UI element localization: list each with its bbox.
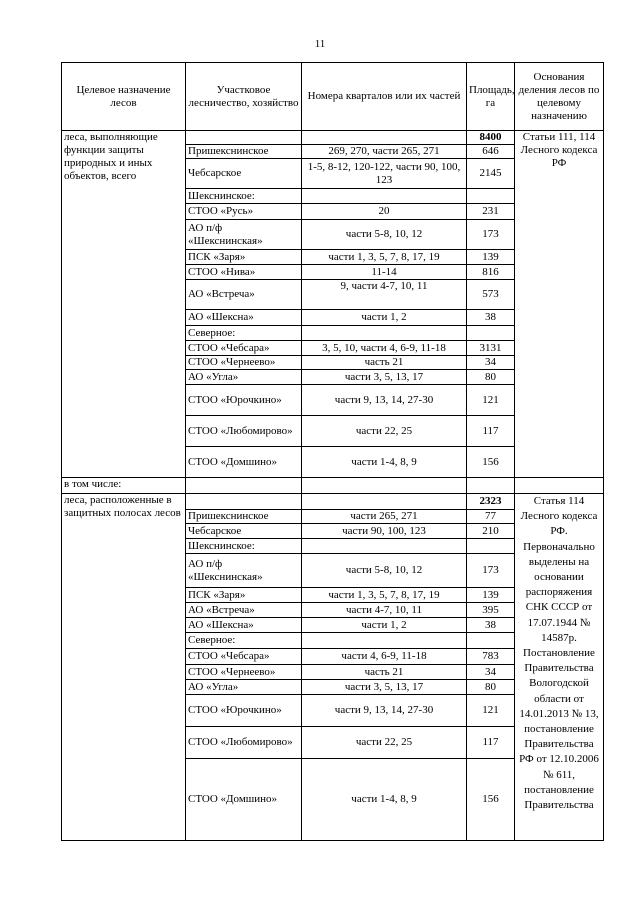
forestry-name: СТОО «Русь»: [186, 204, 302, 220]
quarters-value: части 4, 6-9, 11-18: [302, 649, 467, 665]
forestry-name: АО «Угла»: [186, 370, 302, 385]
forestry-name: СТОО «Чебсара»: [186, 649, 302, 665]
quarters-value: [302, 189, 467, 204]
quarters-value: 9, части 4-7, 10, 11: [302, 280, 467, 310]
quarters-value: части 1, 2: [302, 310, 467, 326]
forest-purpose-table: [61, 62, 604, 841]
quarters-value: части 9, 13, 14, 27-30: [302, 385, 467, 416]
quarters-value: части 4-7, 10, 11: [302, 603, 467, 618]
quarters-value: часть 21: [302, 356, 467, 370]
forestry-name: АО п/ф «Шекснинская»: [186, 554, 302, 588]
quarters-value: [302, 539, 467, 554]
quarters-value: 269, 270, части 265, 271: [302, 145, 467, 159]
forestry-name: АО «Шексна»: [186, 618, 302, 633]
area-value: [467, 633, 515, 649]
forestry-name: СТОО «Домшино»: [186, 759, 302, 841]
quarters-value: части 3, 5, 13, 17: [302, 370, 467, 385]
empty-cell: [515, 478, 604, 494]
area-value: 117: [467, 416, 515, 447]
area-value: 117: [467, 727, 515, 759]
area-value: 156: [467, 759, 515, 841]
section2-basis: Статья 114 Лесного кодекса РФ. Первоначально выделены на основании распоряжения СНК СССР от 17.07.1944 № 14587р. Постановление Правительства Вологодской области от 14.01.2013 № 13, постановление Правительства РФ от 12.10.2006 № 611, постановление Правительства: [515, 494, 604, 841]
quarters-value: части 1, 3, 5, 7, 8, 17, 19: [302, 250, 467, 265]
area-value: 2145: [467, 159, 515, 189]
forestry-name: СТОО «Юрочкино»: [186, 695, 302, 727]
forestry-name: АО «Встреча»: [186, 603, 302, 618]
quarters-value: части 9, 13, 14, 27-30: [302, 695, 467, 727]
forestry-name: АО «Шексна»: [186, 310, 302, 326]
area-value: 38: [467, 618, 515, 633]
forestry-name: АО п/ф «Шекснинская»: [186, 220, 302, 250]
section1-basis: Статьи 111, 114 Лесного кодекса РФ: [515, 131, 604, 478]
quarters-value: часть 21: [302, 665, 467, 680]
quarters-value: части 22, 25: [302, 727, 467, 759]
quarters-value: части 5-8, 10, 12: [302, 220, 467, 250]
forestry-name: ПСК «Заря»: [186, 250, 302, 265]
area-value: 77: [467, 510, 515, 524]
quarters-value: 11-14: [302, 265, 467, 280]
quarters-value: части 90, 100, 123: [302, 524, 467, 539]
section1-total-quarters: [302, 131, 467, 145]
forestry-name: СТОО «Любомирово»: [186, 416, 302, 447]
area-value: 210: [467, 524, 515, 539]
forestry-name: Шекснинское:: [186, 189, 302, 204]
page-number: 11: [314, 38, 326, 50]
area-value: [467, 326, 515, 341]
area-value: 121: [467, 385, 515, 416]
quarters-value: [302, 633, 467, 649]
area-value: 395: [467, 603, 515, 618]
forestry-name: СТОО «Любомирово»: [186, 727, 302, 759]
quarters-value: 3, 5, 10, части 4, 6-9, 11-18: [302, 341, 467, 356]
section2-total-name: [186, 494, 302, 510]
forestry-name: Северное:: [186, 326, 302, 341]
quarters-value: части 1, 3, 5, 7, 8, 17, 19: [302, 588, 467, 603]
area-value: [467, 539, 515, 554]
forestry-name: СТОО «Чернеево»: [186, 356, 302, 370]
forestry-name: АО «Угла»: [186, 680, 302, 695]
forestry-name: Северное:: [186, 633, 302, 649]
area-value: 173: [467, 220, 515, 250]
header-forestry: Участковое лесничество, хозяйство: [186, 63, 302, 131]
area-value: 231: [467, 204, 515, 220]
forestry-name: Пришекснинское: [186, 145, 302, 159]
area-value: [467, 189, 515, 204]
quarters-value: [302, 326, 467, 341]
forestry-name: Шекснинское:: [186, 539, 302, 554]
area-value: 121: [467, 695, 515, 727]
section2-total-quarters: [302, 494, 467, 510]
area-value: 34: [467, 665, 515, 680]
section1-total-name: [186, 131, 302, 145]
quarters-value: 20: [302, 204, 467, 220]
area-value: 573: [467, 280, 515, 310]
section2-purpose: леса, расположенные в защитных полосах лесов: [62, 494, 186, 841]
forestry-name: СТОО «Чебсара»: [186, 341, 302, 356]
empty-cell: [302, 478, 467, 494]
area-value: 173: [467, 554, 515, 588]
section1-purpose: леса, выполняющие функции защиты природных и иных объектов, всего: [62, 131, 186, 478]
forestry-name: СТОО «Домшино»: [186, 447, 302, 478]
quarters-value: части 22, 25: [302, 416, 467, 447]
header-quarters: Номера кварталов или их частей: [302, 63, 467, 131]
quarters-value: части 3, 5, 13, 17: [302, 680, 467, 695]
area-value: 156: [467, 447, 515, 478]
area-value: 38: [467, 310, 515, 326]
header-basis: Основания деления лесов по целевому назначению: [515, 63, 604, 131]
quarters-value: 1-5, 8-12, 120-122, части 90, 100, 123: [302, 159, 467, 189]
area-value: 139: [467, 588, 515, 603]
area-value: 816: [467, 265, 515, 280]
empty-cell: [467, 478, 515, 494]
empty-cell: [186, 478, 302, 494]
header-purpose: Целевое назначение лесов: [62, 63, 186, 131]
area-value: 80: [467, 680, 515, 695]
area-value: 34: [467, 356, 515, 370]
forestry-name: Пришекснинское: [186, 510, 302, 524]
area-value: 783: [467, 649, 515, 665]
area-value: 80: [467, 370, 515, 385]
forestry-name: СТОО «Чернеево»: [186, 665, 302, 680]
forestry-name: АО «Встреча»: [186, 280, 302, 310]
quarters-value: части 265, 271: [302, 510, 467, 524]
area-value: 3131: [467, 341, 515, 356]
forestry-name: СТОО «Юрочкино»: [186, 385, 302, 416]
section1-total-area: 8400: [467, 131, 515, 145]
quarters-value: части 1-4, 8, 9: [302, 759, 467, 841]
forestry-name: СТОО «Нива»: [186, 265, 302, 280]
area-value: 646: [467, 145, 515, 159]
header-area: Площадь, га: [467, 63, 515, 131]
forestry-name: Чебсарское: [186, 159, 302, 189]
quarters-value: части 1-4, 8, 9: [302, 447, 467, 478]
forestry-name: ПСК «Заря»: [186, 588, 302, 603]
quarters-value: части 5-8, 10, 12: [302, 554, 467, 588]
forestry-name: Чебсарское: [186, 524, 302, 539]
section2-total-area: 2323: [467, 494, 515, 510]
quarters-value: части 1, 2: [302, 618, 467, 633]
in-that-number: в том числе:: [62, 478, 186, 494]
area-value: 139: [467, 250, 515, 265]
